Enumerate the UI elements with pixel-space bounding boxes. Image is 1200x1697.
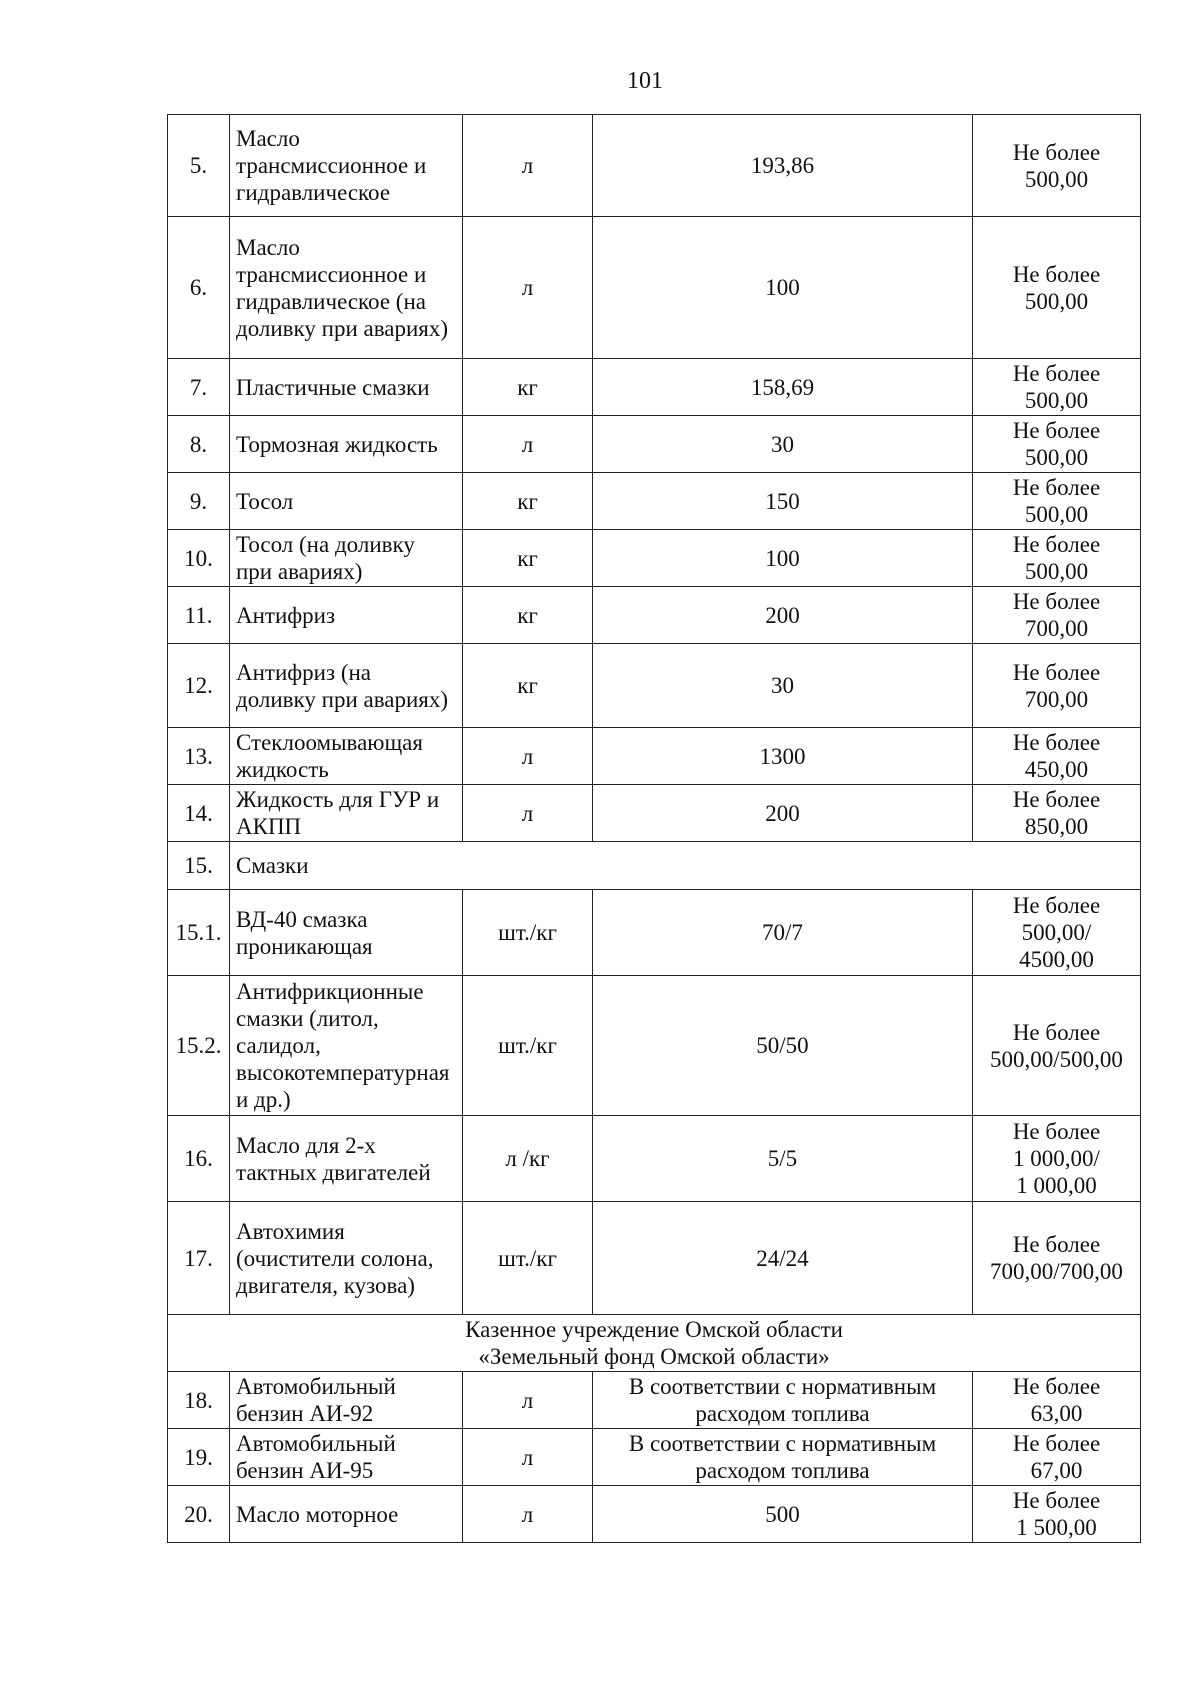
row-number: 15.1. — [168, 890, 230, 976]
price-line: Не более — [1012, 418, 1101, 443]
item-unit: кг — [463, 530, 593, 587]
price-line: Не более — [1012, 730, 1101, 755]
item-quantity: 200 — [593, 587, 973, 644]
price-line: 500,00/ — [1021, 920, 1092, 945]
price-line: 1 000,00/ — [1013, 1146, 1100, 1171]
item-name: Масло трансмиссионное и гидравлическое (на доливку при авариях) — [230, 217, 463, 359]
quantity-line: В соответствии с нормативным — [628, 1374, 937, 1399]
row-number: 10. — [168, 530, 230, 587]
table-row — [168, 115, 1141, 217]
item-name: Автомобильный бензин АИ-92 — [230, 1372, 463, 1429]
item-name: Тормозная жидкость — [230, 416, 463, 473]
section-row — [168, 842, 1141, 890]
table-row — [168, 1429, 1141, 1486]
item-unit: л — [463, 785, 593, 842]
quantity-line: расходом топлива — [695, 1401, 870, 1426]
price-line: 500,00 — [1024, 288, 1089, 314]
item-unit: л — [463, 1486, 593, 1543]
item-price — [973, 115, 1141, 217]
item-name: Автохимия (очистители солона, двигателя, кузова) — [230, 1202, 463, 1315]
item-quantity: 1300 — [593, 728, 973, 785]
item-quantity: 200 — [593, 785, 973, 842]
item-unit: л — [463, 1429, 593, 1486]
quantity-line: расходом топлива — [695, 1458, 870, 1483]
price-line: Не более — [1012, 261, 1101, 287]
item-unit: л /кг — [463, 1116, 593, 1202]
item-name: Антифрикционные смазки (литол, салидол, высокотемпературная и др.) — [230, 976, 463, 1116]
item-price — [973, 976, 1141, 1116]
row-number: 20. — [168, 1486, 230, 1543]
organization-row — [168, 1315, 1141, 1372]
item-name: Стеклоомывающая жидкость — [230, 728, 463, 785]
row-number: 14. — [168, 785, 230, 842]
item-name: Жидкость для ГУР и АКПП — [230, 785, 463, 842]
price-line: 450,00 — [1024, 757, 1089, 782]
price-line: 500,00 — [1024, 502, 1089, 527]
item-quantity: 193,86 — [593, 115, 973, 217]
price-line: Не более — [1012, 139, 1101, 165]
item-unit: кг — [463, 359, 593, 416]
item-unit: л — [463, 217, 593, 359]
price-line: 500,00 — [1024, 559, 1089, 584]
item-quantity: 5/5 — [593, 1116, 973, 1202]
item-price — [973, 1116, 1141, 1202]
price-line: 850,00 — [1024, 814, 1089, 839]
item-price — [973, 1486, 1141, 1543]
row-number: 9. — [168, 473, 230, 530]
table-row — [168, 473, 1141, 530]
item-unit: л — [463, 416, 593, 473]
page-number: 101 — [627, 68, 663, 94]
row-number: 12. — [168, 644, 230, 728]
item-unit: шт./кг — [463, 976, 593, 1116]
price-line: Не более — [1012, 893, 1101, 918]
row-number: 19. — [168, 1429, 230, 1486]
item-quantity: 100 — [593, 530, 973, 587]
row-number: 16. — [168, 1116, 230, 1202]
item-unit: кг — [463, 587, 593, 644]
item-price — [973, 644, 1141, 728]
row-number: 7. — [168, 359, 230, 416]
table-row — [168, 416, 1141, 473]
item-quantity: 30 — [593, 644, 973, 728]
item-quantity: 30 — [593, 416, 973, 473]
table-row — [168, 530, 1141, 587]
price-line: Не более — [1012, 589, 1101, 614]
supplies-table — [167, 114, 1141, 1543]
row-number: 17. — [168, 1202, 230, 1315]
price-line: 500,00 — [1024, 445, 1089, 470]
item-unit: кг — [463, 473, 593, 530]
table-row — [168, 728, 1141, 785]
price-line: Не более — [1012, 1232, 1101, 1257]
item-name: Масло трансмиссионное и гидравлическое — [230, 115, 463, 217]
item-price — [973, 359, 1141, 416]
row-number: 15. — [168, 842, 230, 890]
price-line: 500,00 — [1024, 166, 1089, 192]
item-price — [973, 890, 1141, 976]
item-unit: кг — [463, 644, 593, 728]
item-quantity: 150 — [593, 473, 973, 530]
table-row — [168, 1116, 1141, 1202]
item-quantity: 158,69 — [593, 359, 973, 416]
item-price — [973, 217, 1141, 359]
table-row — [168, 587, 1141, 644]
item-name: Антифриз — [230, 587, 463, 644]
row-number: 18. — [168, 1372, 230, 1429]
table-row — [168, 1202, 1141, 1315]
table-row — [168, 976, 1141, 1116]
org-line: «Земельный фонд Омской области» — [478, 1344, 830, 1369]
item-quantity: 500 — [593, 1486, 973, 1543]
price-line: 1 000,00 — [1016, 1173, 1097, 1198]
price-line: 1 500,00 — [1016, 1515, 1097, 1540]
quantity-line: В соответствии с нормативным — [628, 1431, 937, 1456]
item-price — [973, 1372, 1141, 1429]
price-line: Не более — [1012, 1488, 1101, 1513]
item-name: Пластичные смазки — [230, 359, 463, 416]
table-row — [168, 644, 1141, 728]
table-row — [168, 1372, 1141, 1429]
item-quantity — [593, 1372, 973, 1429]
section-title: Смазки — [230, 842, 1141, 890]
item-price — [973, 416, 1141, 473]
price-line: Не более — [1012, 1119, 1101, 1144]
price-line: Не более — [1012, 1374, 1101, 1399]
item-price — [973, 530, 1141, 587]
table-row — [168, 217, 1141, 359]
row-number: 6. — [168, 217, 230, 359]
row-number: 8. — [168, 416, 230, 473]
price-line: Не более — [1012, 1431, 1101, 1456]
price-line: Не более — [1012, 475, 1101, 500]
item-unit: л — [463, 1372, 593, 1429]
item-price — [973, 473, 1141, 530]
price-line: 63,00 — [1030, 1401, 1083, 1426]
item-unit: л — [463, 728, 593, 785]
row-number: 11. — [168, 587, 230, 644]
item-unit: шт./кг — [463, 1202, 593, 1315]
item-name: Тосол (на доливку при авариях) — [230, 530, 463, 587]
price-line: 500,00 — [1024, 388, 1089, 413]
price-line: Не более — [1012, 361, 1101, 386]
price-line: 700,00/700,00 — [990, 1259, 1123, 1284]
price-line: Не более — [1012, 659, 1101, 685]
item-quantity: 100 — [593, 217, 973, 359]
row-number: 5. — [168, 115, 230, 217]
org-line: Казенное учреждение Омской области — [465, 1317, 843, 1342]
row-number: 15.2. — [168, 976, 230, 1116]
item-quantity: 24/24 — [593, 1202, 973, 1315]
table-row — [168, 785, 1141, 842]
price-line: 700,00 — [1024, 686, 1089, 712]
price-line: 67,00 — [1030, 1458, 1083, 1483]
price-line: 500,00/500,00 — [990, 1046, 1123, 1072]
item-price — [973, 1429, 1141, 1486]
table-row — [168, 359, 1141, 416]
item-name: Тосол — [230, 473, 463, 530]
item-name: Масло для 2-х тактных двигателей — [230, 1116, 463, 1202]
item-name: Антифриз (на доливку при авариях) — [230, 644, 463, 728]
price-line: 700,00 — [1024, 616, 1089, 641]
item-price — [973, 728, 1141, 785]
item-unit: шт./кг — [463, 890, 593, 976]
item-name: ВД-40 смазка проникающая — [230, 890, 463, 976]
price-line: Не более — [1012, 1019, 1101, 1045]
table-row — [168, 1486, 1141, 1543]
item-quantity: 70/7 — [593, 890, 973, 976]
organization-title — [168, 1315, 1141, 1372]
item-name: Масло моторное — [230, 1486, 463, 1543]
table-row — [168, 890, 1141, 976]
item-quantity: 50/50 — [593, 976, 973, 1116]
item-quantity — [593, 1429, 973, 1486]
item-unit: л — [463, 115, 593, 217]
item-price — [973, 785, 1141, 842]
price-line: Не более — [1012, 787, 1101, 812]
price-line: Не более — [1012, 532, 1101, 557]
item-name: Автомобильный бензин АИ-95 — [230, 1429, 463, 1486]
item-price — [973, 587, 1141, 644]
price-line: 4500,00 — [1019, 947, 1094, 972]
row-number: 13. — [168, 728, 230, 785]
item-price — [973, 1202, 1141, 1315]
